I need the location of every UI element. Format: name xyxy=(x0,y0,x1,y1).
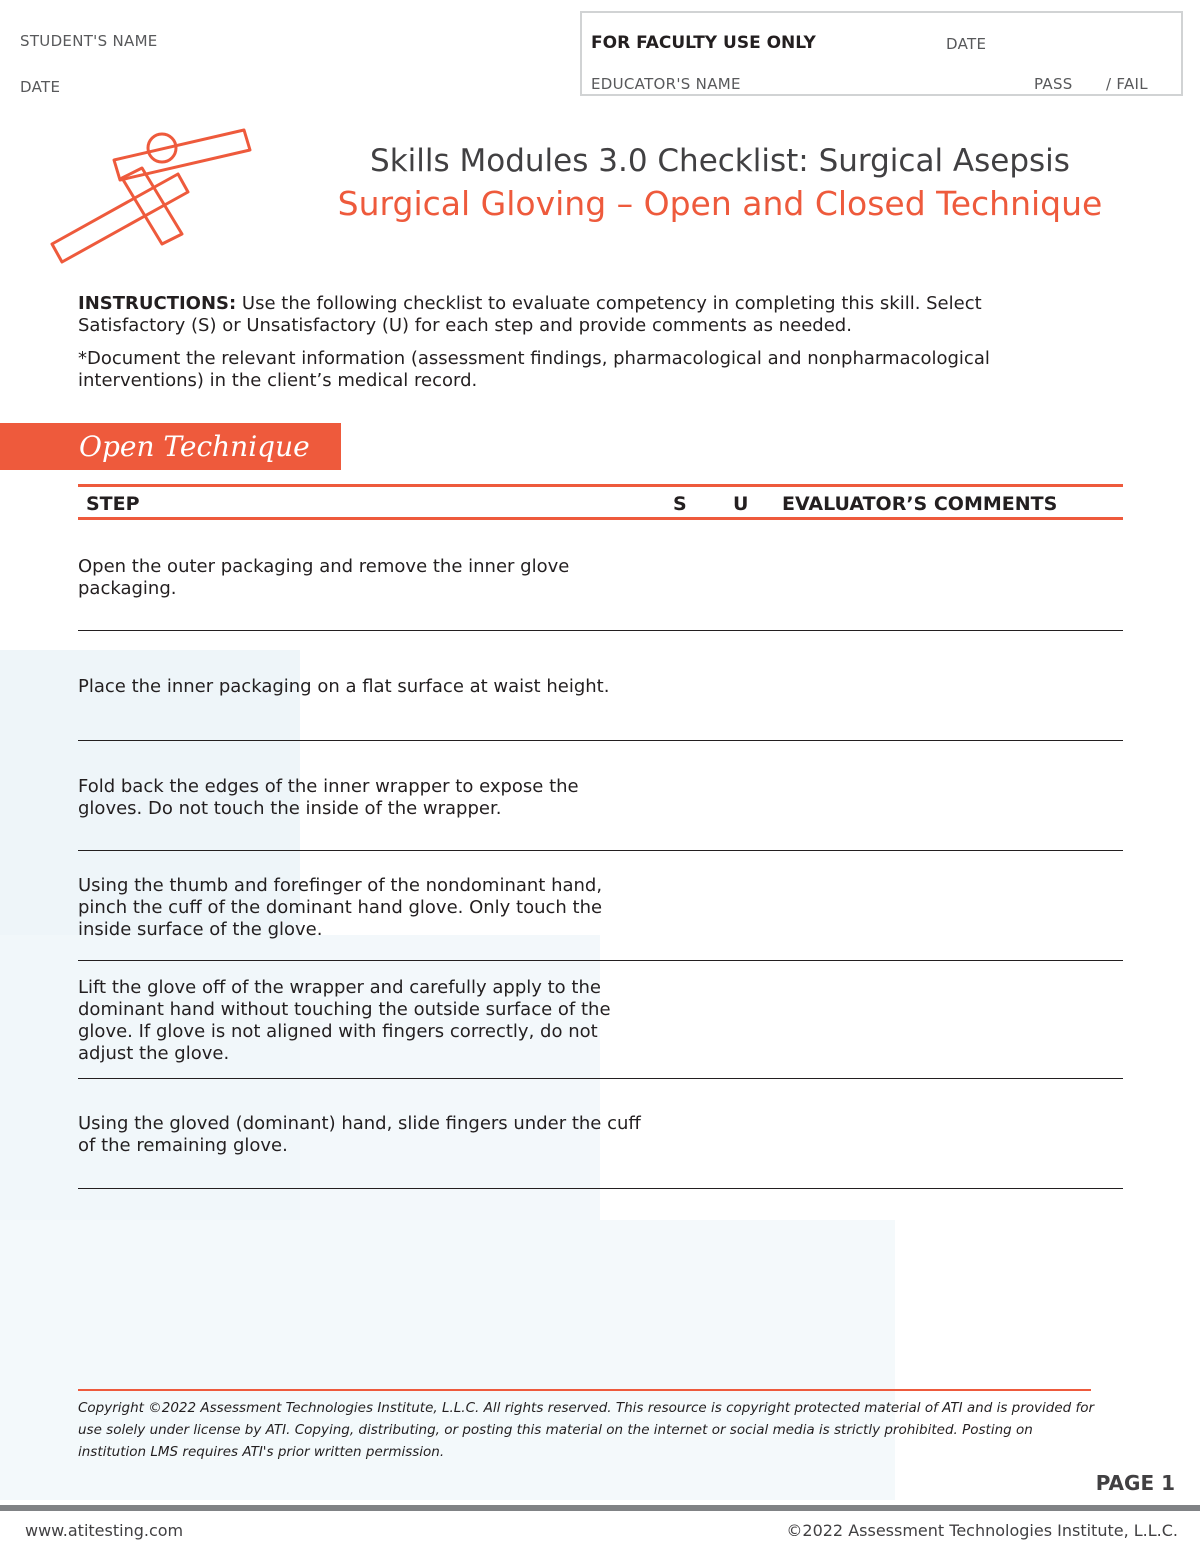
website-link[interactable]: www.atitesting.com xyxy=(25,1521,184,1540)
table-row xyxy=(78,1079,1123,1189)
footer-divider xyxy=(78,1389,1091,1391)
column-header-unsatisfactory: U xyxy=(733,493,749,515)
educator-name-label: EDUCATOR'S NAME xyxy=(591,75,741,93)
pass-label: PASS xyxy=(1034,75,1073,93)
section-banner-open-technique: Open Technique xyxy=(0,423,341,470)
table-row xyxy=(78,851,1123,961)
copyright-notice: Copyright ©2022 Assessment Technologies Institute, L.L.C. All rights reserved. This resource is copyright protected material of ATI and is provided for use solely under license by ATI. Copying, distributing, or posting this material on the internet or social media is strictly prohibited. Posting on institution LMS requires ATI's prior written permission. xyxy=(78,1400,1095,1460)
fail-label: / FAIL xyxy=(1106,75,1148,93)
documentation-note: *Document the relevant information (assessment findings, pharmacological and nonpharmacological interventions) in the client’s medical record. xyxy=(78,348,990,391)
step-text: Fold back the edges of the inner wrapper to expose the gloves. Do not touch the inside of the wrapper. xyxy=(78,776,579,819)
step-text: Place the inner packaging on a flat surface at waist height. xyxy=(78,676,610,697)
step-text: Lift the glove off of the wrapper and carefully apply to the dominant hand without touching the outside surface of the glove. If glove is not aligned with fingers correctly, do not adjust the glove. xyxy=(78,977,611,1064)
faculty-use-box xyxy=(580,11,1183,96)
checklist-title: Skills Modules 3.0 Checklist: Surgical Asepsis xyxy=(370,143,1070,179)
table-row xyxy=(78,520,1123,631)
column-header-step: STEP xyxy=(86,493,140,515)
step-text: Using the gloved (dominant) hand, slide fingers under the cuff of the remaining glove. xyxy=(78,1113,641,1156)
instructions-text: Use the following checklist to evaluate competency in completing this skill. Select Satisfactory (S) or Unsatisfactory (U) for each step and provide comments as needed. xyxy=(78,293,982,336)
table-row xyxy=(78,741,1123,851)
student-name-label: STUDENT'S NAME xyxy=(20,32,158,50)
step-text: Using the thumb and forefinger of the nondominant hand, pinch the cuff of the dominant hand glove. Only touch the inside surface of the glove. xyxy=(78,875,603,940)
column-header-comments: EVALUATOR’S COMMENTS xyxy=(782,493,1058,515)
step-text: Open the outer packaging and remove the inner glove packaging. xyxy=(78,556,570,599)
faculty-title: FOR FACULTY USE ONLY xyxy=(591,33,816,53)
footer-company: ©2022 Assessment Technologies Institute, L.L.C. xyxy=(786,1521,1178,1540)
page-number: PAGE 1 xyxy=(1095,1471,1175,1495)
instructions-label: INSTRUCTIONS: xyxy=(78,293,237,314)
column-header-satisfactory: S xyxy=(673,493,687,515)
instructions xyxy=(78,293,1078,337)
faculty-date-label: DATE xyxy=(946,35,987,53)
table-row xyxy=(78,961,1123,1079)
student-date-label: DATE xyxy=(20,78,61,96)
checklist-table-header xyxy=(78,484,1123,520)
footer-bar xyxy=(0,1505,1200,1511)
table-row xyxy=(78,631,1123,741)
skill-title: Surgical Gloving – Open and Closed Technique xyxy=(337,184,1103,223)
